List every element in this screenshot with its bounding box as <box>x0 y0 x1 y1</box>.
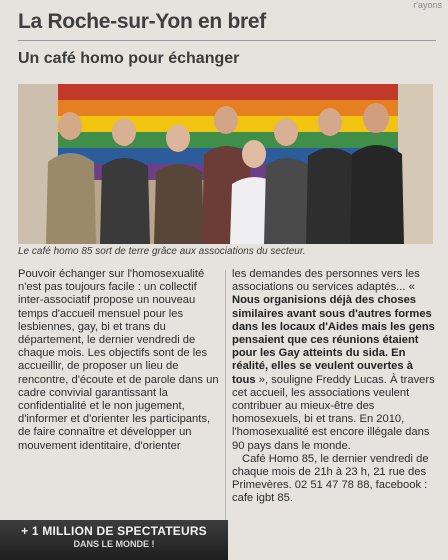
article-paragraph-2 <box>232 268 436 453</box>
article-column-left <box>18 268 222 453</box>
article-paragraph-1: Pouvoir échanger sur l'homosexualité n'est pas toujours facile : un collectif inter-associatif propose un nouveau temps d'accueil mensuel pour les lesbiennes, gay, bi et trans du département, le dernier vendredi de chaque mois. Les objectifs sont de les accueillir, de proposer un lieu de rencontre, d'écoute et de parole dans un cadre convivial garantissant la confidentialité et le non jugement, d'informer et d'orienter les participants, de faire connaître et développer un mouvement identitaire, d'orienter <box>18 268 219 452</box>
group-photo <box>18 84 433 244</box>
article-intro-text: les demandes des personnes vers les associations ou services adaptés... « <box>232 268 420 294</box>
banner-line-2: DANS LE MONDE ! <box>73 539 155 549</box>
top-text-fragment: r'ayons <box>413 0 442 10</box>
column-divider <box>225 270 226 520</box>
article-title: Un café homo pour échanger <box>18 50 240 67</box>
section-headline: La Roche-sur-Yon en bref <box>18 10 266 33</box>
article-after-quote: », souligne Freddy Lucas. À travers cet accueil, les associations veulent contribuer au mieux-être des homosexuels, bi et trans. En 2010, l'homosexualité est encore illégale dans 90 pays dans le monde. <box>232 373 435 452</box>
promo-banner <box>0 520 228 560</box>
banner-line-1: + 1 MILLION DE SPECTATEURS <box>21 524 207 538</box>
article-practical-info <box>232 453 436 506</box>
photo-caption: Le café homo 85 sort de terre grâce aux associations du secteur. <box>18 246 306 257</box>
article-column-right <box>232 268 436 506</box>
practical-info-text: Café Homo 85, le dernier vendredi de chaque mois de 21h à 23 h, 21 rue des Primevères. 02 51 47 78 88, facebook : cafe igbt 85. <box>232 452 429 505</box>
group-photo-illustration <box>18 84 433 244</box>
article-quote: Nous organisions déjà des choses similaires avant sous d'autres formes dans les locaux d'Aides mais les gens pensaient que ces réunions étaient pour les Gay atteints du sida. En réalité, elles se veulent ouvertes à tous <box>232 294 435 386</box>
headline-rule <box>18 40 436 41</box>
